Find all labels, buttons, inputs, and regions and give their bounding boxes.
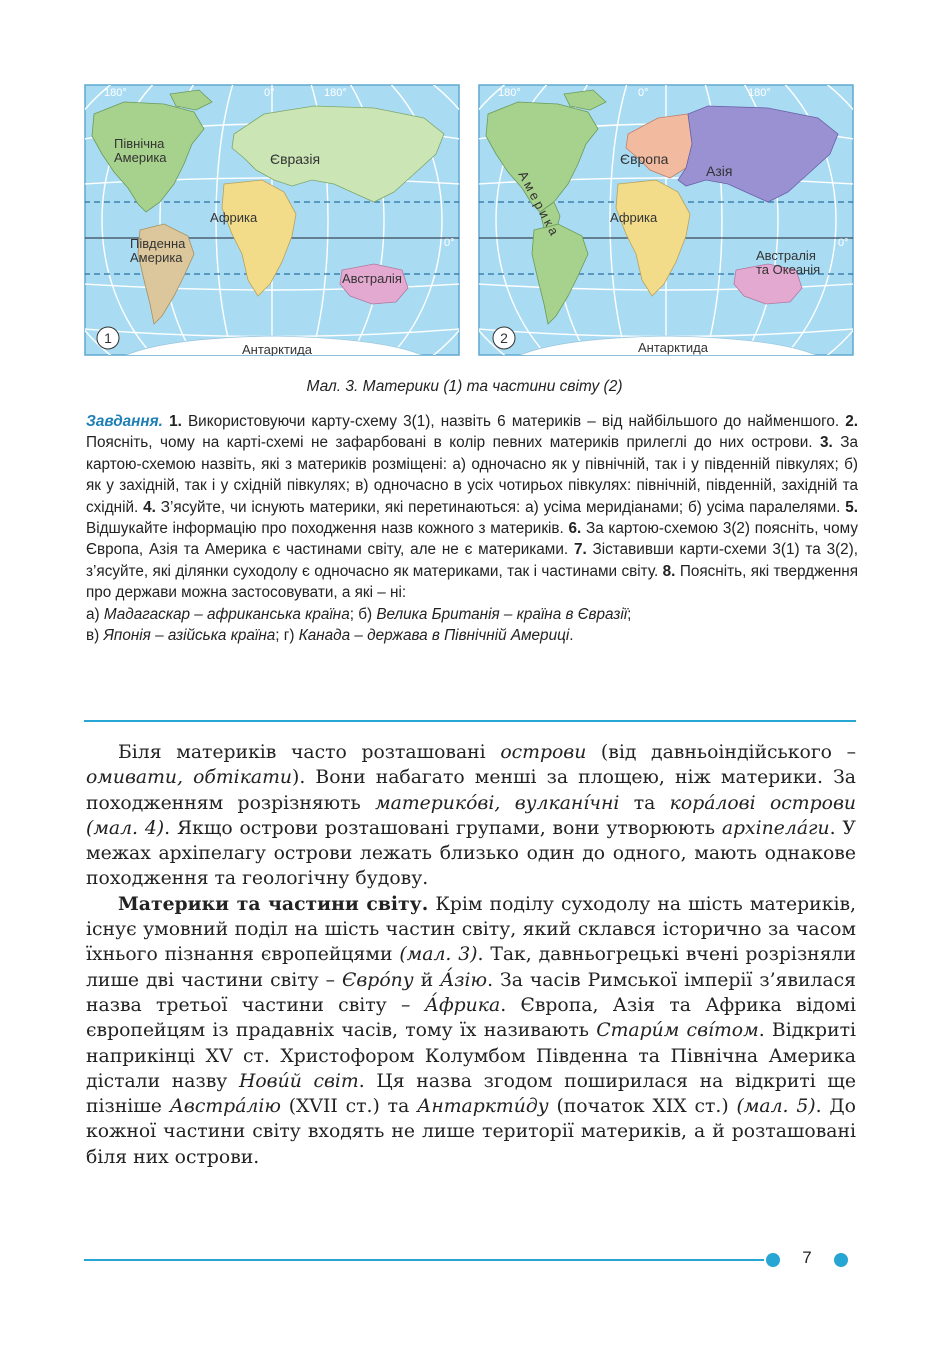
label-asia: Азія — [706, 163, 733, 179]
label-africa: Африка — [610, 210, 658, 225]
figure-ref: (мал. 3) — [392, 944, 478, 966]
statement-prefix: б) — [358, 605, 373, 623]
term-asia: А́зію — [440, 969, 488, 991]
label-australia: Австралія — [342, 271, 402, 286]
paragraph-heading: Материки та частини світу. — [118, 892, 429, 915]
text-run: . Так, давньогрецькі вчені розрізняли лише дві частини світу – — [86, 944, 856, 991]
degree-label-equator: 0° — [444, 237, 455, 249]
label-america: Америка — [515, 168, 564, 241]
task-number: 2. — [845, 413, 859, 430]
task-text: Поясніть, які твердження про держави можна застосовувати, а які – ні: — [86, 562, 859, 602]
text-run: Крім поділу суходолу на шість материків, існує умовний поділ на шість частин світу, який склався історично за часом їхнього пізнання європейцями — [86, 893, 856, 966]
label-australia-oceania-1: Австралія — [756, 248, 816, 263]
statement-prefix: а) — [86, 605, 100, 623]
degree-label-right: 180° — [324, 87, 347, 99]
task-text: Використовуючи карту-схему 3(1), назвіть 6 материків – від найбільшого до найменшого. — [187, 413, 840, 430]
task-number: 8. — [662, 562, 676, 580]
statement-text: Канада – держава в Північній Америці — [298, 627, 570, 645]
label-antarctica: Антарктида — [242, 342, 312, 356]
term-new-world: Нови́й світ — [239, 1070, 359, 1092]
figure-ref: (мал. 4) — [86, 817, 165, 839]
statement-prefix: в) — [86, 627, 100, 645]
task-number: 4. — [143, 498, 156, 516]
task-number: 3. — [820, 434, 833, 452]
label-africa: Африка — [210, 210, 258, 225]
degree-label-equator: 0° — [838, 237, 849, 249]
degree-label-right: 180° — [748, 87, 771, 99]
term-coral: кора́лові острови — [669, 792, 856, 814]
term-africa: А́фрика — [424, 994, 501, 1016]
maps-figure — [84, 84, 860, 356]
task-block: Завдання. 1. Використовуючи карту-схему 3(1), назвіть 6 материків – від найбільшого до найменшого. 2. Поясніть, чому на карті-схемі не зафарбовані в колір певних материків прилеглі до них острови. 3. За картою-схемою назвіть, які з материків розміщені: а) одночасно як у північній, так і у південній півкулях; б) як у західній, так і у східній півкулях; в) одночасно в усіх чотирьох півкулях: північній, південній, західній та східній. 4. З’ясуйте, чи існують материки, які перетинаються: а) усіма меридіанами; б) усіма паралелями. 5. Відшукайте інформацію про походження назв кожного з материків. 6. За картою-схемою 3(2) поясніть, чому Європа, Азія та Америка є частинами світу, але не є материками. 7. Зіставивши карти-схеми 3(1) та 3(2), з’ясуйте, які ділянки суходолу є одночасно як материками, так і частинами світу. 8. Поясніть, які твердження про держави можна застосовувати, а які – ні: а) Мадагаскар – африканська країна; б) Велика Британія – країна в Євразії; в) Японія – азійська країна; г) Канада – держава в Північній Америці. — [86, 413, 859, 645]
term-etymology: омивати, обтікати — [86, 767, 293, 789]
text-run: (XVII ст.) та — [280, 1096, 418, 1118]
page-number: 7 — [802, 1248, 812, 1267]
term-archipelago: архіпела́ги — [721, 817, 830, 839]
text-run: . Якщо острови розташовані групами, вони утворюють — [164, 817, 722, 839]
text-run: й — [413, 969, 441, 991]
label-australia-oceania-2: та Океанія — [756, 262, 821, 277]
footer-dot-right — [834, 1253, 848, 1267]
footer-rule — [84, 1259, 764, 1261]
task-text: За картою-схемою 3(2) поясніть, чому Європа, Азія та Америка є частинами світу, але не є материками. — [86, 520, 858, 559]
task-number: 7. — [573, 541, 587, 559]
task-text: За картою-схемою назвіть, які з материків розміщені: а) одночасно як у північній, так і у південній півкулях; б) як у західній, так і у східній півкулях; в) одночасно в усіх чотирьох півкулях: північній, південній, західній та східній. — [86, 434, 859, 516]
degree-label-mid: 0° — [638, 87, 649, 99]
task-number: 1. — [169, 413, 182, 430]
text-run: та — [619, 792, 670, 814]
term-islands: острови — [500, 742, 587, 763]
text-run: . До кожної частини світу входять не лише території материків, а й розташовані біля них острови. — [86, 1096, 856, 1168]
text-run: ). Вони набагато менші за площею, ніж материки. За походженням розрізняють — [86, 767, 856, 814]
term-island-types: материко́ві, вулкані́чні — [375, 792, 620, 814]
main-text — [86, 740, 856, 1170]
term-antarctica: Антаркти́ду — [417, 1096, 549, 1118]
text-run: . Ця назва згодом поширилася на відкриті ще пізніше — [86, 1070, 856, 1118]
figure-caption: Мал. 3. Материки (1) та частини світу (2) — [306, 378, 623, 395]
figure-ref: (мал. 5) — [728, 1096, 816, 1118]
statement-text: Японія – азійська країна — [103, 627, 276, 645]
text-run: . Відкриті наприкінці XV ст. Христофором Колумбом Південна та Північна Америка дістали назву — [86, 1020, 856, 1092]
paragraph-islands — [86, 740, 856, 892]
paragraph-world-parts — [86, 892, 856, 1170]
label-europe: Європа — [620, 151, 669, 167]
label-north-america-1: Північна — [114, 136, 165, 151]
text-run: . За часів Римської імперії з’явилася назва третьої частини світу – — [86, 969, 856, 1016]
statement-text: Велика Британія – країна в Євразії — [376, 605, 628, 623]
label-south-america-1: Південна — [130, 236, 186, 251]
text-run: . У межах архіпелагу острови лежать близько один до одного, мають однакове походження та геологічну будову. — [86, 817, 856, 890]
map-number: 2 — [500, 330, 508, 346]
continents-map — [84, 84, 460, 356]
statement-text: Мадагаскар – африканська країна — [103, 605, 350, 623]
term-old-world: Стари́м сві́том — [596, 1020, 759, 1042]
task-text: Зіставивши карти-схеми 3(1) та 3(2), з’ясуйте, які ділянки суходолу є одночасно як материками, так і частинами світу. — [86, 541, 859, 580]
text-run: . Європа, Азія та Африка відомі європейцям із прадавніх часів, тому їх називають — [86, 994, 857, 1042]
degree-label-mid: 0° — [264, 87, 275, 99]
task-lead: Завдання. — [86, 413, 163, 430]
task-number: 6. — [568, 520, 582, 538]
statement-prefix: г) — [283, 627, 295, 645]
label-antarctica: Антарктида — [638, 340, 708, 355]
map-number: 1 — [104, 330, 112, 346]
task-text: Відшукайте інформацію про походження назв кожного з материків. — [86, 520, 564, 538]
task-number: 5. — [845, 498, 859, 516]
degree-label-left: 180° — [104, 87, 127, 99]
term-australia: Австра́лію — [169, 1096, 281, 1118]
label-north-america-2: Америка — [114, 150, 167, 165]
text-run: Біля материків часто розташовані — [118, 742, 501, 763]
task-text: З’ясуйте, чи існують материки, які перетинаються: а) усіма меридіанами; б) усіма паралелями. — [160, 498, 841, 516]
label-south-america-2: Америка — [130, 250, 183, 265]
footer-dot-left — [766, 1253, 780, 1267]
label-eurasia: Євразія — [270, 151, 321, 167]
degree-label-left: 180° — [498, 87, 521, 99]
section-divider — [84, 720, 856, 722]
task-text: Поясніть, чому на карті-схемі не зафарбовані в колір певних материків прилеглі до них острови. — [86, 434, 813, 452]
term-europe: Євро́пу — [342, 969, 414, 991]
world-parts-map — [478, 84, 854, 356]
text-run: (початок XIX ст.) — [548, 1096, 729, 1118]
text-run: (від давньоіндійського – — [586, 742, 856, 763]
